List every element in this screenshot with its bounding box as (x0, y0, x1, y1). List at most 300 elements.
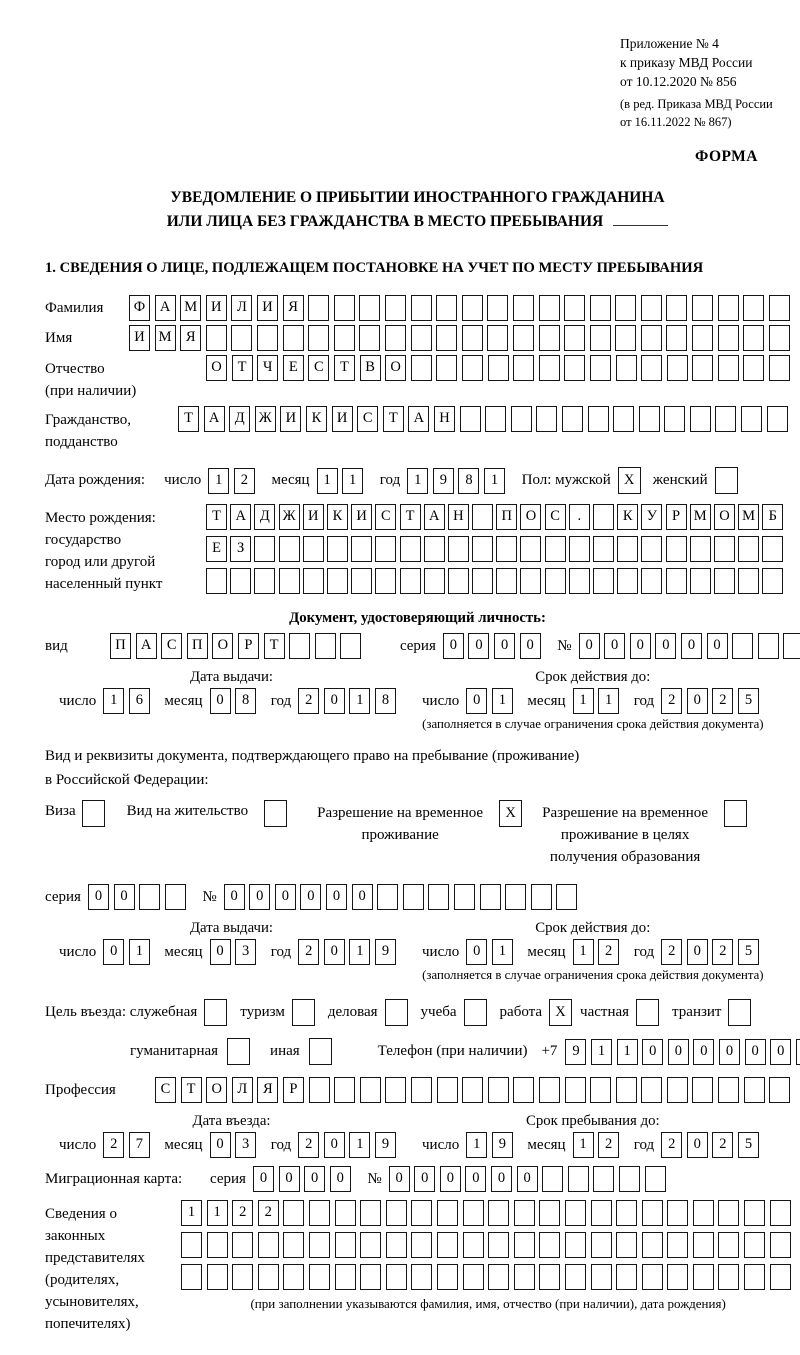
char-cell[interactable]: И (303, 504, 324, 530)
char-cell[interactable] (472, 568, 493, 594)
char-cell[interactable]: С (545, 504, 566, 530)
char-cell[interactable]: 0 (103, 939, 124, 965)
char-cell[interactable] (327, 536, 348, 562)
char-cell[interactable]: 5 (738, 688, 759, 714)
char-cell[interactable] (744, 1232, 765, 1258)
char-cell[interactable]: 1 (349, 688, 370, 714)
char-cell[interactable] (283, 1232, 304, 1258)
char-cell[interactable] (732, 633, 753, 659)
char-cell[interactable] (564, 295, 585, 321)
char-cell[interactable] (437, 1077, 458, 1103)
char-cell[interactable]: 1 (466, 1132, 487, 1158)
char-cell[interactable] (254, 536, 275, 562)
char-cell[interactable] (411, 1264, 432, 1290)
char-cell[interactable]: А (204, 406, 225, 432)
char-cell[interactable] (539, 325, 560, 351)
char-cell[interactable] (505, 884, 526, 910)
char-cell[interactable]: 0 (249, 884, 270, 910)
char-cell[interactable] (562, 406, 583, 432)
char-cell[interactable]: 0 (300, 884, 321, 910)
char-cell[interactable] (615, 295, 636, 321)
char-cell[interactable] (693, 1200, 714, 1226)
char-cell[interactable]: 0 (687, 688, 708, 714)
char-cell[interactable] (309, 1077, 330, 1103)
char-cell[interactable] (569, 536, 590, 562)
char-cell[interactable]: 9 (492, 1132, 513, 1158)
char-cell[interactable] (556, 884, 577, 910)
purpose-work-checkbox[interactable]: X (549, 999, 572, 1026)
char-cell[interactable] (539, 1232, 560, 1258)
char-cell[interactable] (641, 568, 662, 594)
char-cell[interactable]: 7 (129, 1132, 150, 1158)
char-cell[interactable] (206, 325, 227, 351)
char-cell[interactable] (539, 1264, 560, 1290)
char-cell[interactable] (472, 536, 493, 562)
char-cell[interactable] (488, 1264, 509, 1290)
char-cell[interactable]: 0 (114, 884, 135, 910)
char-cell[interactable] (692, 355, 713, 381)
char-cell[interactable]: 0 (770, 1039, 791, 1065)
char-cell[interactable] (513, 325, 534, 351)
char-cell[interactable] (767, 406, 788, 432)
char-cell[interactable] (437, 1232, 458, 1258)
gender-female-checkbox[interactable] (715, 467, 738, 494)
char-cell[interactable] (520, 536, 541, 562)
char-cell[interactable] (386, 1264, 407, 1290)
char-cell[interactable]: 0 (655, 633, 676, 659)
char-cell[interactable] (359, 325, 380, 351)
char-cell[interactable] (360, 1200, 381, 1226)
char-cell[interactable]: 8 (235, 688, 256, 714)
char-cell[interactable]: Т (264, 633, 285, 659)
char-cell[interactable] (666, 536, 687, 562)
char-cell[interactable] (335, 1232, 356, 1258)
char-cell[interactable]: 0 (330, 1166, 351, 1192)
char-cell[interactable]: И (206, 295, 227, 321)
char-cell[interactable] (257, 325, 278, 351)
char-cell[interactable]: 0 (210, 1132, 231, 1158)
char-cell[interactable] (400, 568, 421, 594)
char-cell[interactable]: 0 (210, 939, 231, 965)
char-cell[interactable]: О (206, 355, 227, 381)
char-cell[interactable]: 1 (349, 939, 370, 965)
char-cell[interactable] (617, 536, 638, 562)
char-cell[interactable] (463, 1232, 484, 1258)
char-cell[interactable]: 2 (234, 468, 255, 494)
char-cell[interactable] (496, 568, 517, 594)
char-cell[interactable]: 0 (88, 884, 109, 910)
char-cell[interactable] (424, 568, 445, 594)
char-cell[interactable] (513, 1077, 534, 1103)
char-cell[interactable]: Д (229, 406, 250, 432)
char-cell[interactable]: Р (283, 1077, 304, 1103)
char-cell[interactable] (531, 884, 552, 910)
char-cell[interactable]: 2 (232, 1200, 253, 1226)
char-cell[interactable]: Ж (279, 504, 300, 530)
char-cell[interactable] (514, 1232, 535, 1258)
char-cell[interactable] (335, 1200, 356, 1226)
char-cell[interactable] (715, 406, 736, 432)
char-cell[interactable] (796, 1039, 800, 1065)
char-cell[interactable] (411, 355, 432, 381)
char-cell[interactable]: 0 (389, 1166, 410, 1192)
char-cell[interactable]: Т (334, 355, 355, 381)
char-cell[interactable] (588, 406, 609, 432)
char-cell[interactable]: К (617, 504, 638, 530)
char-cell[interactable] (743, 325, 764, 351)
char-cell[interactable] (545, 568, 566, 594)
char-cell[interactable]: 2 (103, 1132, 124, 1158)
char-cell[interactable]: 2 (661, 688, 682, 714)
char-cell[interactable]: Д (254, 504, 275, 530)
char-cell[interactable] (769, 325, 790, 351)
char-cell[interactable] (513, 295, 534, 321)
char-cell[interactable]: 5 (738, 1132, 759, 1158)
char-cell[interactable] (463, 1200, 484, 1226)
purpose-study-checkbox[interactable] (464, 999, 487, 1026)
char-cell[interactable] (400, 536, 421, 562)
char-cell[interactable]: 0 (579, 633, 600, 659)
char-cell[interactable] (480, 884, 501, 910)
char-cell[interactable] (667, 1200, 688, 1226)
char-cell[interactable] (762, 568, 783, 594)
char-cell[interactable]: 2 (298, 939, 319, 965)
char-cell[interactable]: Ф (129, 295, 150, 321)
char-cell[interactable] (303, 536, 324, 562)
char-cell[interactable]: 0 (604, 633, 625, 659)
char-cell[interactable]: А (424, 504, 445, 530)
char-cell[interactable]: О (385, 355, 406, 381)
char-cell[interactable] (460, 406, 481, 432)
char-cell[interactable] (568, 1166, 589, 1192)
char-cell[interactable] (463, 1264, 484, 1290)
char-cell[interactable] (693, 1264, 714, 1290)
char-cell[interactable]: 0 (324, 1132, 345, 1158)
char-cell[interactable] (462, 1077, 483, 1103)
char-cell[interactable]: 0 (668, 1039, 689, 1065)
char-cell[interactable]: Р (666, 504, 687, 530)
char-cell[interactable] (539, 295, 560, 321)
char-cell[interactable]: 0 (520, 633, 541, 659)
char-cell[interactable]: 0 (414, 1166, 435, 1192)
char-cell[interactable]: 0 (707, 633, 728, 659)
char-cell[interactable] (289, 633, 310, 659)
char-cell[interactable]: 1 (617, 1039, 638, 1065)
char-cell[interactable]: З (230, 536, 251, 562)
char-cell[interactable] (770, 1264, 791, 1290)
char-cell[interactable] (231, 325, 252, 351)
residence-permit-checkbox[interactable] (264, 800, 287, 827)
char-cell[interactable]: 1 (573, 939, 594, 965)
char-cell[interactable] (308, 295, 329, 321)
char-cell[interactable] (564, 325, 585, 351)
char-cell[interactable] (692, 295, 713, 321)
char-cell[interactable]: 0 (443, 633, 464, 659)
char-cell[interactable]: 0 (440, 1166, 461, 1192)
char-cell[interactable]: П (187, 633, 208, 659)
char-cell[interactable]: Н (448, 504, 469, 530)
char-cell[interactable] (693, 1232, 714, 1258)
char-cell[interactable] (593, 536, 614, 562)
char-cell[interactable] (385, 325, 406, 351)
char-cell[interactable] (666, 295, 687, 321)
char-cell[interactable] (590, 295, 611, 321)
char-cell[interactable]: 1 (492, 688, 513, 714)
char-cell[interactable] (565, 1077, 586, 1103)
char-cell[interactable]: . (569, 504, 590, 530)
char-cell[interactable] (539, 1077, 560, 1103)
char-cell[interactable] (411, 1200, 432, 1226)
char-cell[interactable]: Т (181, 1077, 202, 1103)
char-cell[interactable] (641, 355, 662, 381)
char-cell[interactable] (645, 1166, 666, 1192)
char-cell[interactable] (545, 536, 566, 562)
char-cell[interactable] (462, 355, 483, 381)
char-cell[interactable]: П (496, 504, 517, 530)
char-cell[interactable] (386, 1232, 407, 1258)
char-cell[interactable]: 0 (468, 633, 489, 659)
char-cell[interactable]: К (306, 406, 327, 432)
char-cell[interactable] (454, 884, 475, 910)
char-cell[interactable] (743, 295, 764, 321)
char-cell[interactable] (616, 1200, 637, 1226)
char-cell[interactable] (667, 1232, 688, 1258)
char-cell[interactable] (385, 1077, 406, 1103)
char-cell[interactable] (488, 1200, 509, 1226)
char-cell[interactable]: 0 (466, 939, 487, 965)
char-cell[interactable]: О (520, 504, 541, 530)
char-cell[interactable]: 1 (573, 688, 594, 714)
char-cell[interactable] (181, 1264, 202, 1290)
char-cell[interactable] (335, 1264, 356, 1290)
char-cell[interactable] (616, 355, 637, 381)
char-cell[interactable]: Ч (257, 355, 278, 381)
char-cell[interactable]: 0 (210, 688, 231, 714)
char-cell[interactable] (744, 1077, 765, 1103)
char-cell[interactable] (334, 325, 355, 351)
char-cell[interactable]: И (351, 504, 372, 530)
char-cell[interactable] (436, 295, 457, 321)
char-cell[interactable] (437, 1200, 458, 1226)
char-cell[interactable]: 2 (598, 939, 619, 965)
char-cell[interactable] (207, 1232, 228, 1258)
char-cell[interactable] (279, 568, 300, 594)
char-cell[interactable] (743, 355, 764, 381)
char-cell[interactable]: В (360, 355, 381, 381)
char-cell[interactable] (593, 504, 614, 530)
char-cell[interactable]: 0 (517, 1166, 538, 1192)
char-cell[interactable]: 0 (253, 1166, 274, 1192)
char-cell[interactable]: К (327, 504, 348, 530)
char-cell[interactable] (617, 568, 638, 594)
char-cell[interactable]: Е (206, 536, 227, 562)
char-cell[interactable]: 1 (317, 468, 338, 494)
char-cell[interactable] (564, 355, 585, 381)
char-cell[interactable] (403, 884, 424, 910)
char-cell[interactable] (593, 1166, 614, 1192)
char-cell[interactable] (642, 1264, 663, 1290)
char-cell[interactable]: 2 (258, 1200, 279, 1226)
char-cell[interactable] (334, 295, 355, 321)
char-cell[interactable] (718, 1264, 739, 1290)
char-cell[interactable] (258, 1232, 279, 1258)
char-cell[interactable]: 1 (208, 468, 229, 494)
char-cell[interactable] (593, 568, 614, 594)
char-cell[interactable] (641, 1077, 662, 1103)
char-cell[interactable] (360, 1077, 381, 1103)
char-cell[interactable]: 0 (304, 1166, 325, 1192)
char-cell[interactable] (411, 1077, 432, 1103)
char-cell[interactable] (714, 568, 735, 594)
char-cell[interactable]: 2 (598, 1132, 619, 1158)
char-cell[interactable] (690, 406, 711, 432)
char-cell[interactable] (359, 295, 380, 321)
char-cell[interactable] (758, 633, 779, 659)
char-cell[interactable] (334, 1077, 355, 1103)
char-cell[interactable] (591, 1264, 612, 1290)
char-cell[interactable] (385, 295, 406, 321)
char-cell[interactable]: 1 (207, 1200, 228, 1226)
char-cell[interactable]: Н (434, 406, 455, 432)
char-cell[interactable] (283, 1264, 304, 1290)
char-cell[interactable] (428, 884, 449, 910)
char-cell[interactable]: 0 (352, 884, 373, 910)
char-cell[interactable]: 2 (298, 1132, 319, 1158)
char-cell[interactable] (692, 325, 713, 351)
char-cell[interactable]: 6 (129, 688, 150, 714)
char-cell[interactable]: Б (762, 504, 783, 530)
char-cell[interactable] (619, 1166, 640, 1192)
char-cell[interactable] (690, 568, 711, 594)
purpose-other-checkbox[interactable] (309, 1038, 332, 1065)
char-cell[interactable]: У (641, 504, 662, 530)
char-cell[interactable] (360, 1264, 381, 1290)
char-cell[interactable]: 0 (466, 688, 487, 714)
char-cell[interactable] (472, 504, 493, 530)
char-cell[interactable] (667, 1077, 688, 1103)
visa-checkbox[interactable] (82, 800, 105, 827)
char-cell[interactable]: 0 (687, 939, 708, 965)
char-cell[interactable]: И (129, 325, 150, 351)
char-cell[interactable]: Я (257, 1077, 278, 1103)
purpose-official-checkbox[interactable] (204, 999, 227, 1026)
char-cell[interactable] (462, 325, 483, 351)
char-cell[interactable]: С (357, 406, 378, 432)
purpose-private-checkbox[interactable] (636, 999, 659, 1026)
char-cell[interactable]: А (155, 295, 176, 321)
purpose-humanitarian-checkbox[interactable] (227, 1038, 250, 1065)
char-cell[interactable]: 0 (494, 633, 515, 659)
char-cell[interactable] (514, 1264, 535, 1290)
char-cell[interactable]: 1 (103, 688, 124, 714)
char-cell[interactable]: 3 (235, 1132, 256, 1158)
char-cell[interactable] (539, 1200, 560, 1226)
char-cell[interactable] (375, 568, 396, 594)
char-cell[interactable]: 0 (681, 633, 702, 659)
char-cell[interactable]: 1 (349, 1132, 370, 1158)
char-cell[interactable]: 0 (491, 1166, 512, 1192)
char-cell[interactable] (744, 1264, 765, 1290)
char-cell[interactable]: 0 (693, 1039, 714, 1065)
char-cell[interactable] (615, 325, 636, 351)
char-cell[interactable]: 1 (573, 1132, 594, 1158)
char-cell[interactable] (692, 1077, 713, 1103)
char-cell[interactable] (488, 1077, 509, 1103)
char-cell[interactable] (565, 1264, 586, 1290)
char-cell[interactable]: 0 (719, 1039, 740, 1065)
char-cell[interactable]: 0 (275, 884, 296, 910)
char-cell[interactable]: О (714, 504, 735, 530)
char-cell[interactable] (536, 406, 557, 432)
char-cell[interactable] (714, 536, 735, 562)
char-cell[interactable] (565, 1232, 586, 1258)
char-cell[interactable]: И (280, 406, 301, 432)
char-cell[interactable] (254, 568, 275, 594)
char-cell[interactable] (769, 1077, 790, 1103)
char-cell[interactable] (303, 568, 324, 594)
char-cell[interactable] (642, 1232, 663, 1258)
char-cell[interactable]: 8 (458, 468, 479, 494)
char-cell[interactable]: М (690, 504, 711, 530)
char-cell[interactable] (520, 568, 541, 594)
char-cell[interactable] (462, 295, 483, 321)
char-cell[interactable]: Е (283, 355, 304, 381)
char-cell[interactable]: 1 (181, 1200, 202, 1226)
char-cell[interactable]: 2 (661, 939, 682, 965)
char-cell[interactable] (542, 1166, 563, 1192)
char-cell[interactable] (718, 355, 739, 381)
char-cell[interactable]: 0 (324, 688, 345, 714)
char-cell[interactable] (327, 568, 348, 594)
char-cell[interactable]: М (155, 325, 176, 351)
char-cell[interactable] (590, 325, 611, 351)
char-cell[interactable] (181, 1232, 202, 1258)
char-cell[interactable]: 0 (224, 884, 245, 910)
char-cell[interactable]: 1 (598, 688, 619, 714)
char-cell[interactable]: Т (383, 406, 404, 432)
char-cell[interactable] (165, 884, 186, 910)
purpose-business-checkbox[interactable] (385, 999, 408, 1026)
char-cell[interactable]: 1 (484, 468, 505, 494)
char-cell[interactable]: М (738, 504, 759, 530)
char-cell[interactable] (590, 1077, 611, 1103)
char-cell[interactable] (783, 633, 800, 659)
char-cell[interactable]: 8 (375, 688, 396, 714)
char-cell[interactable]: 9 (375, 1132, 396, 1158)
char-cell[interactable] (139, 884, 160, 910)
char-cell[interactable] (424, 536, 445, 562)
char-cell[interactable] (642, 1200, 663, 1226)
char-cell[interactable] (591, 1232, 612, 1258)
char-cell[interactable]: 0 (324, 939, 345, 965)
char-cell[interactable] (664, 406, 685, 432)
char-cell[interactable] (485, 406, 506, 432)
char-cell[interactable] (667, 1264, 688, 1290)
char-cell[interactable] (718, 325, 739, 351)
char-cell[interactable] (309, 1264, 330, 1290)
char-cell[interactable] (641, 295, 662, 321)
char-cell[interactable] (591, 1200, 612, 1226)
char-cell[interactable]: 3 (235, 939, 256, 965)
char-cell[interactable]: 2 (298, 688, 319, 714)
char-cell[interactable]: И (257, 295, 278, 321)
gender-male-checkbox[interactable]: X (618, 467, 641, 494)
char-cell[interactable] (590, 355, 611, 381)
char-cell[interactable] (230, 568, 251, 594)
char-cell[interactable] (738, 536, 759, 562)
char-cell[interactable] (386, 1200, 407, 1226)
char-cell[interactable] (770, 1232, 791, 1258)
